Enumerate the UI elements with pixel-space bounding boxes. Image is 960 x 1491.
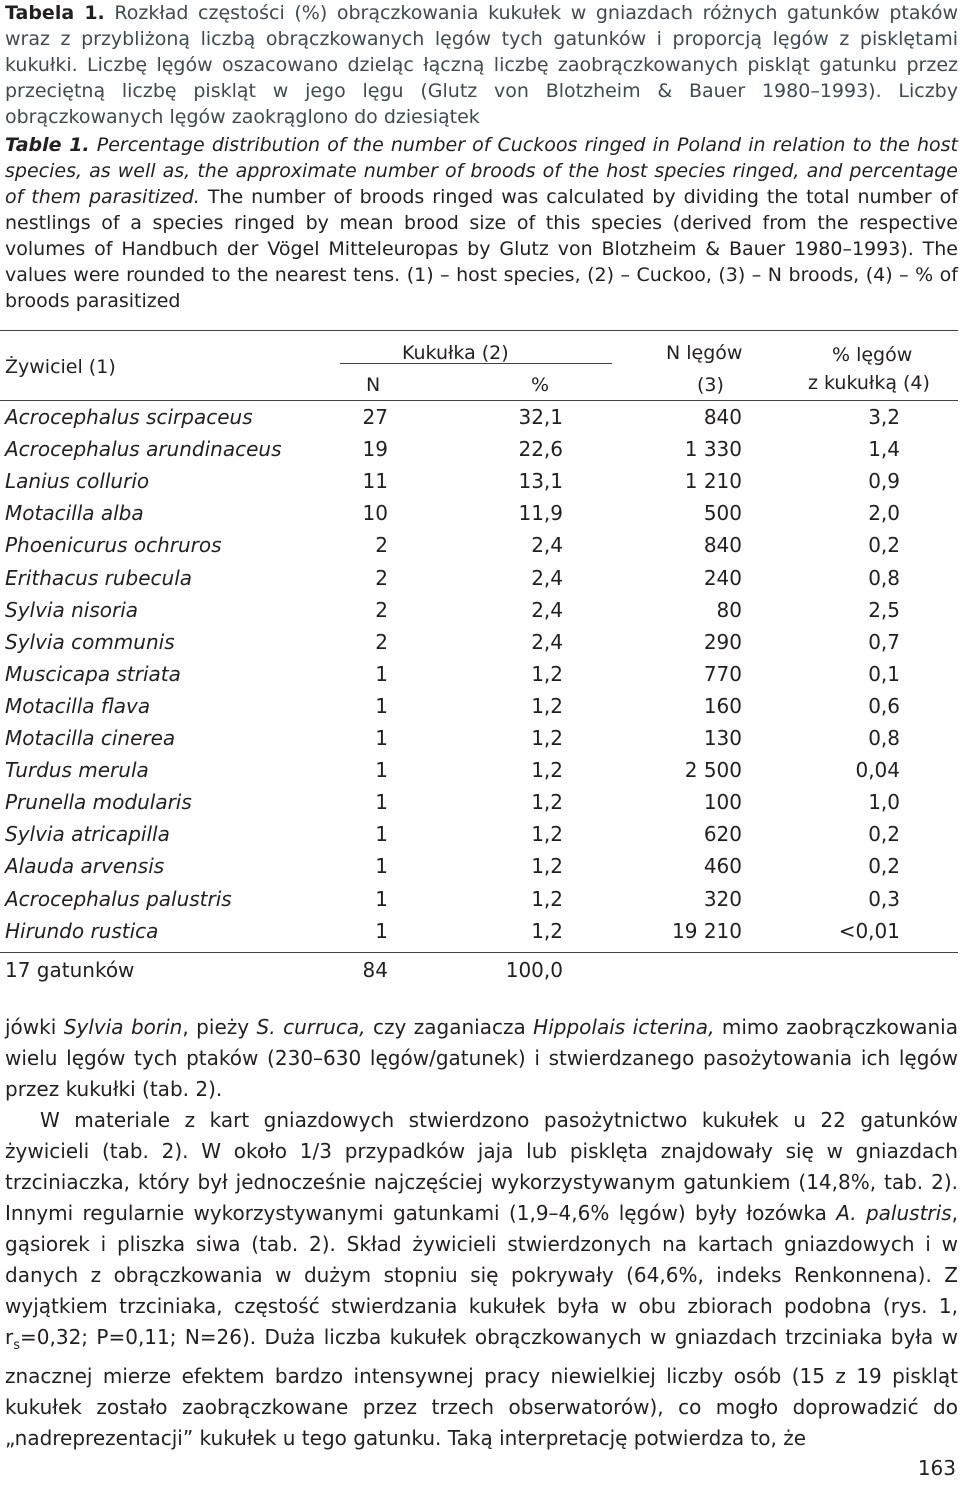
- n-cell: 1: [375, 790, 388, 815]
- table-row: [0, 401, 958, 433]
- pct-cell: 1,2: [531, 693, 563, 718]
- species-cell: Sylvia communis: [5, 629, 175, 654]
- header-host: Żywiciel (1): [5, 356, 116, 378]
- broods-cell: 1 210: [684, 469, 742, 494]
- broods-cell: 500: [703, 501, 742, 526]
- n-cell: 2: [375, 629, 388, 654]
- broods-cell: 460: [703, 854, 742, 879]
- pct-cell: 1,2: [531, 822, 563, 847]
- pct-cell: 1,2: [531, 790, 563, 815]
- parasitized-cell: 0,2: [868, 854, 900, 879]
- broods-cell: 620: [703, 822, 742, 847]
- species-cell: Hirundo rustica: [5, 918, 159, 943]
- species-cell: Erithacus rubecula: [5, 565, 193, 590]
- table-row: [0, 626, 958, 658]
- parasitized-cell: 0,7: [868, 629, 900, 654]
- parasitized-cell: 0,2: [868, 533, 900, 558]
- header-parasitized-line1: % lęgów: [832, 344, 913, 366]
- species-cell: Phoenicurus ochruros: [5, 533, 222, 558]
- broods-cell: 290: [703, 629, 742, 654]
- n-cell: 1: [375, 661, 388, 686]
- broods-cell: 160: [703, 693, 742, 718]
- n-cell: 1: [375, 886, 388, 911]
- species-cell: Sylvia atricapilla: [5, 822, 170, 847]
- text-run-subscript: s: [13, 1338, 21, 1353]
- n-cell: 1: [375, 854, 388, 879]
- header-pct: %: [531, 374, 550, 396]
- pct-cell: 13,1: [518, 469, 563, 494]
- broods-cell: 100: [703, 790, 742, 815]
- parasitized-cell: 3,2: [868, 405, 900, 429]
- paragraph-1: [5, 1012, 958, 1105]
- caption-text-en-italic: Percentage distribution of the number of Cuckoos ringed in Poland in relation to the host species, as well as, the approximate number of broods of the host species ringed, and percentage of them parasitized.: [5, 134, 958, 208]
- caption-label-en: Table 1.: [5, 134, 90, 156]
- pct-cell: 2,4: [531, 565, 563, 590]
- species-cell: Motacilla cinerea: [5, 726, 176, 750]
- broods-cell: 1 330: [684, 437, 742, 462]
- table-caption-english: [5, 132, 958, 314]
- pct-cell: 2,4: [531, 629, 563, 654]
- pct-cell: 1,2: [531, 758, 563, 783]
- pct-cell: 1,2: [531, 726, 563, 750]
- species-cell: Motacilla alba: [5, 501, 144, 526]
- header-cuckoo: Kukułka (2): [402, 342, 509, 364]
- parasitized-cell: 0,1: [868, 661, 900, 686]
- text-run: , pieży: [182, 1015, 257, 1039]
- species-cell: Motacilla flava: [5, 693, 151, 718]
- text-run-italic: Hippolais icterina,: [533, 1015, 715, 1039]
- broods-cell: 80: [716, 597, 742, 622]
- parasitized-cell: 0,6: [868, 693, 900, 718]
- text-run: =0,32; P=0,11; N=26). Duża liczba kukułek obrączkowanych w gniazdach trzciniaka była w znacznej mierze efektem bardzo intensywnej pracy niewielkiej liczby osób (15 z 19 piskląt kukułek zostało zaobrączkowane przez trzech obserwatorów), co mogło doprowadzić do „nadreprezentacji” kukułek u tego gatunku. Taką interpretację potwierdza to, że: [5, 1325, 958, 1450]
- n-cell: 2: [375, 533, 388, 558]
- table-row: [0, 883, 958, 915]
- broods-cell: 840: [703, 533, 742, 558]
- parasitized-cell: 2,5: [868, 597, 900, 622]
- pct-cell: 11,9: [518, 501, 563, 526]
- caption-label-pl: Tabela 1.: [5, 2, 105, 24]
- text-run-italic: A. palustris: [836, 1201, 952, 1225]
- table-row: [0, 465, 958, 497]
- n-cell: 2: [375, 597, 388, 622]
- table-row: [0, 594, 958, 626]
- parasitized-cell: 0,9: [868, 469, 900, 494]
- table-row: [0, 529, 958, 561]
- species-cell: Lanius collurio: [5, 469, 150, 494]
- header-cuckoo-rule: [340, 363, 612, 364]
- species-cell: Prunella modularis: [5, 790, 192, 815]
- table-row: [0, 658, 958, 690]
- pct-cell: 22,6: [518, 437, 563, 462]
- header-broods-line2: (3): [697, 374, 724, 396]
- n-cell: 11: [362, 469, 388, 494]
- pct-cell: 2,4: [531, 533, 563, 558]
- species-cell: Muscicapa striata: [5, 661, 181, 686]
- parasitized-cell: 1,4: [868, 437, 900, 462]
- table-row: [0, 818, 958, 850]
- broods-cell: 770: [703, 661, 742, 686]
- total-label: 17 gatunków: [5, 958, 135, 982]
- broods-cell: 840: [703, 405, 742, 429]
- header-n: N: [366, 374, 381, 396]
- species-cell: Sylvia nisoria: [5, 597, 139, 622]
- text-run: mimo zaobrączkowania wielu lęgów tych ptaków (230–630 lęgów/gatunek) i stwierdzanego pasożytowania ich lęgów przez kukułki (tab. 2).: [5, 1015, 958, 1101]
- table-row: [0, 433, 958, 465]
- n-cell: 1: [375, 822, 388, 847]
- body-text: [5, 1012, 958, 1454]
- table-top-rule: [0, 330, 958, 331]
- parasitized-cell: 0,8: [868, 565, 900, 590]
- table-total-row: [0, 954, 958, 986]
- header-parasitized-line2: z kukułką (4): [808, 372, 930, 394]
- n-cell: 1: [375, 918, 388, 943]
- species-cell: Acrocephalus scirpaceus: [5, 405, 253, 429]
- broods-cell: 240: [703, 565, 742, 590]
- total-n: 84: [362, 958, 388, 982]
- table-row: [0, 497, 958, 529]
- pct-cell: 1,2: [531, 854, 563, 879]
- text-run: jówki: [5, 1015, 64, 1039]
- pct-cell: 1,2: [531, 661, 563, 686]
- broods-cell: 2 500: [684, 758, 742, 783]
- table-row: [0, 850, 958, 882]
- species-cell: Alauda arvensis: [5, 854, 165, 879]
- text-run: , gąsiorek i pliszka siwa (tab. 2). Skład żywicieli stwierdzonych na kartach gniazdowych i w danych z obrączkowania w dużym stopniu się pokrywały (64,6%, indeks Renkonnena). Z wyjątkiem trzciniaka, częstość stwierdzania kukułek była w obu zbiorach podobna (rys. 1, r: [5, 1201, 958, 1349]
- table-footer-rule: [0, 952, 958, 953]
- total-pct: 100,0: [505, 958, 563, 982]
- pct-cell: 1,2: [531, 886, 563, 911]
- page-number: 163: [917, 1456, 956, 1480]
- table-row: [0, 722, 958, 754]
- parasitized-cell: 1,0: [868, 790, 900, 815]
- n-cell: 1: [375, 758, 388, 783]
- parasitized-cell: <0,01: [838, 918, 900, 943]
- caption-text-en-roman: The number of broods ringed was calculated by dividing the total number of nestlings of a species ringed by mean brood size of this species (derived from the respective volumes of Handbuch der Vögel Mitteleuropas by Glutz von Blotzheim & Bauer 1980–1993). The values were rounded to the nearest tens. (1) – host species, (2) – Cuckoo, (3) – N broods, (4) – % of broods parasitized: [5, 186, 958, 312]
- species-cell: Turdus merula: [5, 758, 149, 783]
- n-cell: 19: [362, 437, 388, 462]
- paragraph-2: [5, 1105, 958, 1454]
- parasitized-cell: 0,04: [855, 758, 900, 783]
- pct-cell: 32,1: [518, 405, 563, 429]
- table-row: [0, 562, 958, 594]
- table-row: [0, 690, 958, 722]
- text-run: czy zaganiacza: [365, 1015, 534, 1039]
- broods-cell: 130: [703, 726, 742, 750]
- caption-text-pl: Rozkład częstości (%) obrączkowania kukułek w gniazdach różnych gatunków ptaków wraz z przybliżoną liczbą obrączkowanych lęgów tych gatunków i proporcją lęgów z pisklętami kukułki. Liczbę lęgów oszacowano dzieląc łączną liczbę zaobrączkowanych piskląt gatunku przez przeciętną liczbę piskląt w jego lęgu (Glutz von Blotzheim & Bauer 1980–1993). Liczby obrączkowanych lęgów zaokrąglono do dziesiątek: [5, 2, 958, 128]
- parasitized-cell: 0,3: [868, 886, 900, 911]
- table-caption-polish: [5, 0, 958, 130]
- text-run: W materiale z kart gniazdowych stwierdzono pasożytnictwo kukułek u 22 gatunków żywicieli (tab. 2). W około 1/3 przypadków jaja lub pisklęta znajdowały się w gniazdach trzciniaczka, który był jednocześnie najczęściej wykorzystywanym gatunkiem (14,8%, tab. 2). Innymi regularnie wykorzystywanymi gatunkami (1,9–4,6% lęgów) były łozówka: [5, 1108, 958, 1225]
- text-run-italic: S. curruca,: [256, 1015, 366, 1039]
- parasitized-cell: 2,0: [868, 501, 900, 526]
- n-cell: 27: [362, 405, 388, 429]
- species-cell: Acrocephalus palustris: [5, 886, 232, 911]
- pct-cell: 2,4: [531, 597, 563, 622]
- n-cell: 10: [362, 501, 388, 526]
- table-row: [0, 754, 958, 786]
- pct-cell: 1,2: [531, 918, 563, 943]
- broods-cell: 320: [703, 886, 742, 911]
- parasitized-cell: 0,2: [868, 822, 900, 847]
- text-run-italic: Sylvia borin: [63, 1015, 183, 1039]
- n-cell: 1: [375, 726, 388, 750]
- parasitized-cell: 0,8: [868, 726, 900, 750]
- broods-cell: 19 210: [672, 918, 742, 943]
- species-cell: Acrocephalus arundinaceus: [5, 437, 282, 462]
- table-row: [0, 786, 958, 818]
- n-cell: 1: [375, 693, 388, 718]
- table-row: [0, 915, 958, 947]
- header-broods-line1: N lęgów: [666, 342, 743, 364]
- n-cell: 2: [375, 565, 388, 590]
